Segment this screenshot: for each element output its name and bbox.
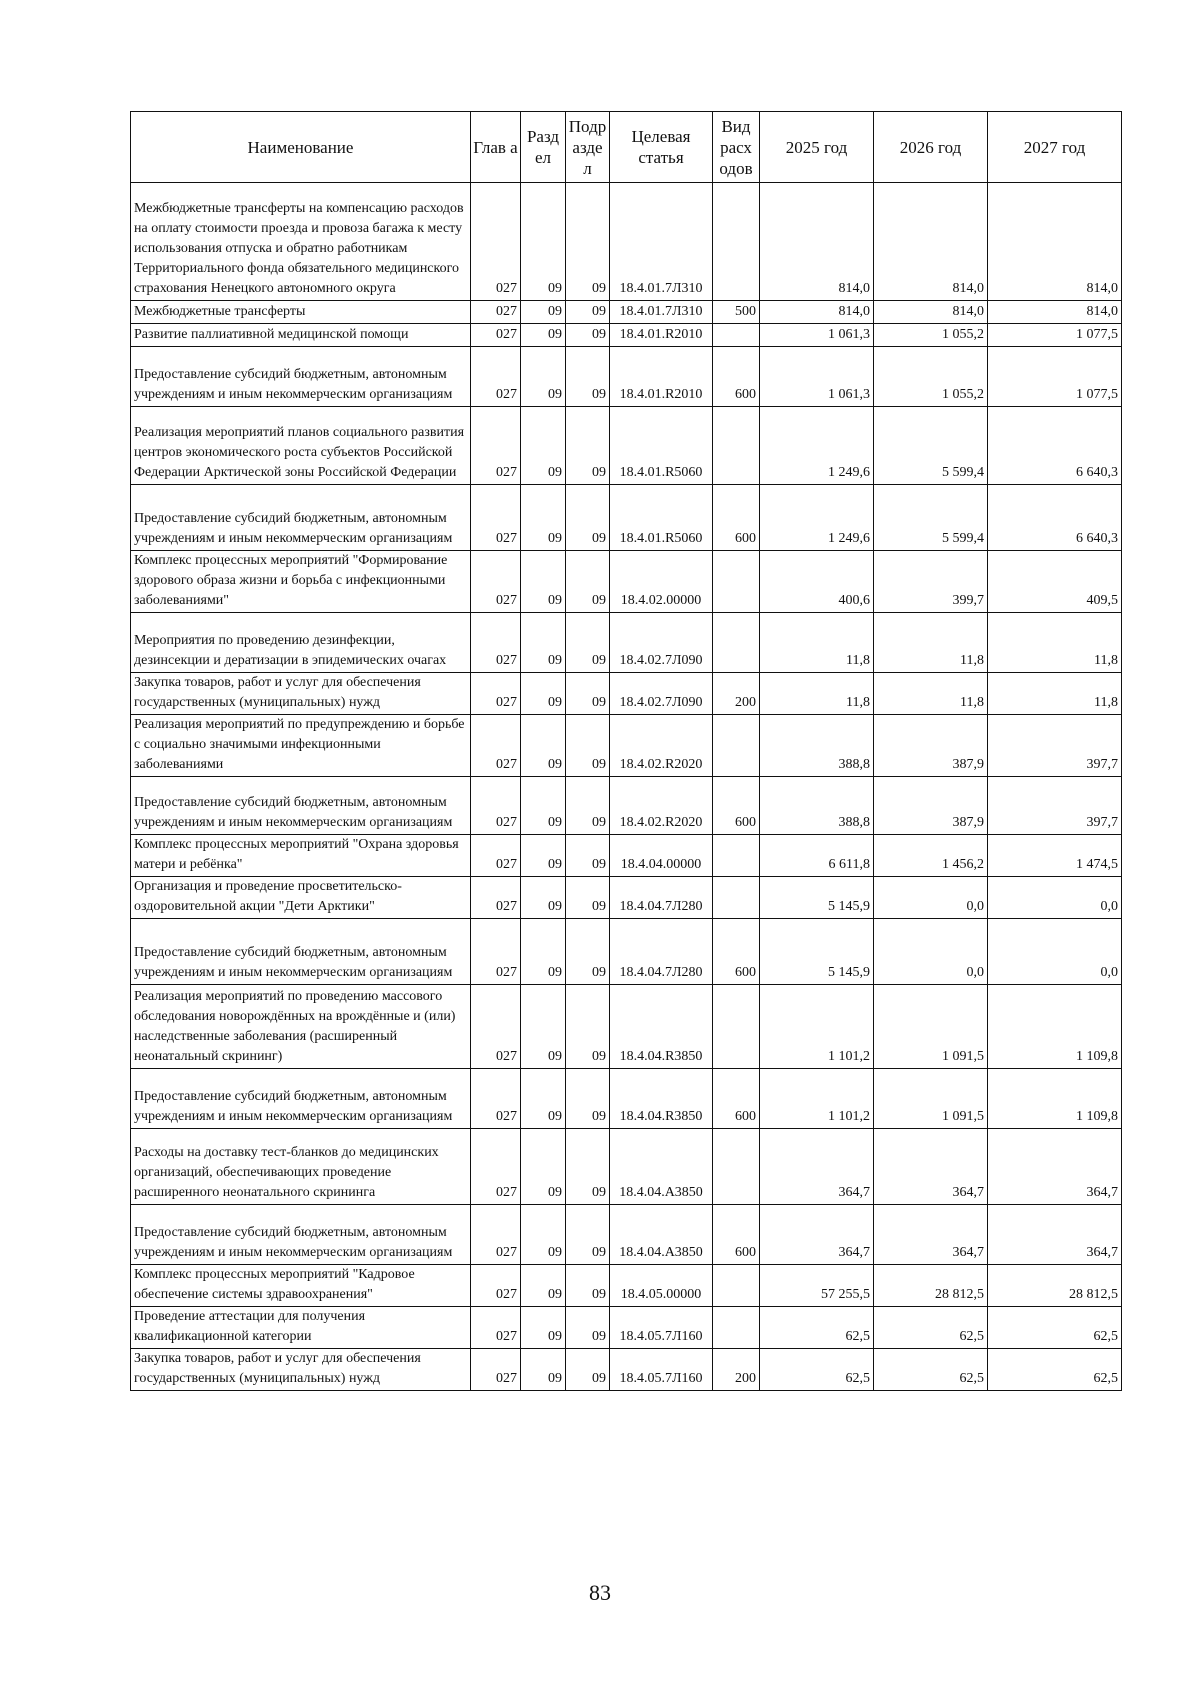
cell-name: Закупка товаров, работ и услуг для обеспечения государственных (муниципальных) нужд (131, 1349, 471, 1391)
cell-2027: 0,0 (988, 919, 1122, 985)
cell-expense-type (713, 715, 760, 777)
cell-name: Предоставление субсидий бюджетным, автономным учреждениям и иным некоммерческим организациям (131, 1205, 471, 1265)
cell-subsection: 09 (566, 1129, 610, 1205)
table-row (131, 1307, 1122, 1349)
cell-expense-type (713, 1129, 760, 1205)
cell-2027: 28 812,5 (988, 1265, 1122, 1307)
cell-2025: 364,7 (760, 1129, 874, 1205)
cell-name: Предоставление субсидий бюджетным, автономным учреждениям и иным некоммерческим организациям (131, 777, 471, 835)
cell-expense-type: 200 (713, 673, 760, 715)
cell-2026: 5 599,4 (874, 407, 988, 485)
table-row (131, 715, 1122, 777)
cell-2026: 814,0 (874, 301, 988, 324)
cell-section: 09 (521, 1349, 566, 1391)
cell-2026: 0,0 (874, 919, 988, 985)
cell-expense-type (713, 183, 760, 301)
cell-2025: 6 611,8 (760, 835, 874, 877)
cell-target: 18.4.01.R2010 (610, 324, 713, 347)
table-row (131, 301, 1122, 324)
cell-subsection: 09 (566, 1205, 610, 1265)
cell-2027: 1 109,8 (988, 985, 1122, 1069)
header-year-2025: 2025 год (760, 112, 874, 183)
cell-section: 09 (521, 1069, 566, 1129)
cell-2025: 1 061,3 (760, 347, 874, 407)
cell-2027: 0,0 (988, 877, 1122, 919)
cell-expense-type (713, 877, 760, 919)
cell-section: 09 (521, 673, 566, 715)
cell-2025: 62,5 (760, 1349, 874, 1391)
cell-chapter: 027 (471, 613, 521, 673)
cell-chapter: 027 (471, 1129, 521, 1205)
cell-section: 09 (521, 1307, 566, 1349)
cell-target: 18.4.01.R5060 (610, 407, 713, 485)
cell-2027: 814,0 (988, 183, 1122, 301)
cell-name: Организация и проведение просветительско-оздоровительной акции "Дети Арктики" (131, 877, 471, 919)
cell-name: Реализация мероприятий по предупреждению и борьбе с социально значимыми инфекционными заболеваниями (131, 715, 471, 777)
table-row (131, 1069, 1122, 1129)
cell-chapter: 027 (471, 777, 521, 835)
cell-chapter: 027 (471, 1307, 521, 1349)
table-body (131, 183, 1122, 1391)
cell-subsection: 09 (566, 301, 610, 324)
cell-section: 09 (521, 613, 566, 673)
cell-section: 09 (521, 407, 566, 485)
cell-section: 09 (521, 1205, 566, 1265)
cell-2027: 6 640,3 (988, 407, 1122, 485)
cell-2025: 388,8 (760, 777, 874, 835)
cell-subsection: 09 (566, 835, 610, 877)
cell-chapter: 027 (471, 347, 521, 407)
table-row (131, 183, 1122, 301)
cell-name: Предоставление субсидий бюджетным, автономным учреждениям и иным некоммерческим организациям (131, 347, 471, 407)
cell-2025: 814,0 (760, 301, 874, 324)
table-row (131, 551, 1122, 613)
cell-2025: 1 061,3 (760, 324, 874, 347)
cell-target: 18.4.04.А3850 (610, 1129, 713, 1205)
cell-2025: 1 249,6 (760, 407, 874, 485)
cell-2027: 6 640,3 (988, 485, 1122, 551)
cell-expense-type: 600 (713, 1205, 760, 1265)
cell-chapter: 027 (471, 551, 521, 613)
table-row (131, 1129, 1122, 1205)
cell-target: 18.4.01.R2010 (610, 347, 713, 407)
cell-section: 09 (521, 835, 566, 877)
cell-chapter: 027 (471, 1265, 521, 1307)
cell-name: Предоставление субсидий бюджетным, автономным учреждениям и иным некоммерческим организациям (131, 485, 471, 551)
cell-2026: 364,7 (874, 1129, 988, 1205)
cell-2027: 364,7 (988, 1129, 1122, 1205)
cell-2027: 62,5 (988, 1349, 1122, 1391)
cell-chapter: 027 (471, 301, 521, 324)
cell-section: 09 (521, 183, 566, 301)
cell-target: 18.4.01.7Л310 (610, 183, 713, 301)
cell-chapter: 027 (471, 673, 521, 715)
cell-target: 18.4.04.А3850 (610, 1205, 713, 1265)
cell-chapter: 027 (471, 1069, 521, 1129)
cell-subsection: 09 (566, 919, 610, 985)
cell-expense-type (713, 613, 760, 673)
cell-2027: 11,8 (988, 673, 1122, 715)
cell-section: 09 (521, 1265, 566, 1307)
cell-target: 18.4.02.7Л090 (610, 673, 713, 715)
cell-target: 18.4.04.7Л280 (610, 919, 713, 985)
cell-target: 18.4.02.00000 (610, 551, 713, 613)
cell-2026: 387,9 (874, 715, 988, 777)
cell-section: 09 (521, 301, 566, 324)
header-target: Целевая статья (610, 112, 713, 183)
cell-2026: 0,0 (874, 877, 988, 919)
cell-chapter: 027 (471, 485, 521, 551)
cell-name: Межбюджетные трансферты на компенсацию расходов на оплату стоимости проезда и провоза багажа к месту использования отпуска и обратно работникам Территориального фонда обязательного медицинского страхования Ненецкого автономного округа (131, 183, 471, 301)
cell-2027: 814,0 (988, 301, 1122, 324)
cell-section: 09 (521, 1129, 566, 1205)
cell-2025: 400,6 (760, 551, 874, 613)
table-row (131, 347, 1122, 407)
cell-2027: 397,7 (988, 777, 1122, 835)
cell-subsection: 09 (566, 183, 610, 301)
cell-2026: 11,8 (874, 673, 988, 715)
cell-2025: 388,8 (760, 715, 874, 777)
cell-name: Предоставление субсидий бюджетным, автономным учреждениям и иным некоммерческим организациям (131, 919, 471, 985)
cell-subsection: 09 (566, 715, 610, 777)
cell-section: 09 (521, 877, 566, 919)
cell-subsection: 09 (566, 613, 610, 673)
cell-2027: 1 077,5 (988, 347, 1122, 407)
cell-name: Закупка товаров, работ и услуг для обеспечения государственных (муниципальных) нужд (131, 673, 471, 715)
cell-chapter: 027 (471, 715, 521, 777)
cell-name: Межбюджетные трансферты (131, 301, 471, 324)
cell-target: 18.4.04.R3850 (610, 985, 713, 1069)
cell-2025: 5 145,9 (760, 919, 874, 985)
cell-subsection: 09 (566, 1069, 610, 1129)
cell-2026: 28 812,5 (874, 1265, 988, 1307)
cell-chapter: 027 (471, 324, 521, 347)
cell-2027: 62,5 (988, 1307, 1122, 1349)
cell-chapter: 027 (471, 835, 521, 877)
table-row (131, 1349, 1122, 1391)
cell-target: 18.4.02.R2020 (610, 715, 713, 777)
cell-section: 09 (521, 551, 566, 613)
cell-2026: 814,0 (874, 183, 988, 301)
cell-name: Комплекс процессных мероприятий "Кадровое обеспечение системы здравоохранения" (131, 1265, 471, 1307)
cell-subsection: 09 (566, 777, 610, 835)
cell-2025: 1 249,6 (760, 485, 874, 551)
cell-2025: 5 145,9 (760, 877, 874, 919)
cell-target: 18.4.04.R3850 (610, 1069, 713, 1129)
cell-subsection: 09 (566, 673, 610, 715)
cell-2025: 1 101,2 (760, 1069, 874, 1129)
cell-subsection: 09 (566, 324, 610, 347)
table-row (131, 407, 1122, 485)
header-chapter: Глав а (471, 112, 521, 183)
cell-2025: 1 101,2 (760, 985, 874, 1069)
cell-2026: 387,9 (874, 777, 988, 835)
cell-2027: 11,8 (988, 613, 1122, 673)
cell-section: 09 (521, 715, 566, 777)
cell-section: 09 (521, 347, 566, 407)
cell-subsection: 09 (566, 1349, 610, 1391)
cell-2027: 397,7 (988, 715, 1122, 777)
header-section: Разд ел (521, 112, 566, 183)
cell-expense-type: 600 (713, 919, 760, 985)
cell-2027: 1 109,8 (988, 1069, 1122, 1129)
cell-name: Комплекс процессных мероприятий "Формирование здорового образа жизни и борьба с инфекционными заболеваниями" (131, 551, 471, 613)
cell-name: Мероприятия по проведению дезинфекции, дезинсекции и дератизации в эпидемических очагах (131, 613, 471, 673)
cell-expense-type: 600 (713, 777, 760, 835)
cell-expense-type (713, 985, 760, 1069)
cell-2026: 364,7 (874, 1205, 988, 1265)
cell-expense-type (713, 1307, 760, 1349)
cell-2026: 1 055,2 (874, 347, 988, 407)
table-row (131, 485, 1122, 551)
cell-subsection: 09 (566, 485, 610, 551)
cell-chapter: 027 (471, 985, 521, 1069)
cell-name: Комплекс процессных мероприятий "Охрана здоровья матери и ребёнка" (131, 835, 471, 877)
cell-2025: 57 255,5 (760, 1265, 874, 1307)
cell-target: 18.4.05.7Л160 (610, 1307, 713, 1349)
header-name: Наименование (131, 112, 471, 183)
budget-table (130, 111, 1122, 1391)
cell-2025: 814,0 (760, 183, 874, 301)
cell-section: 09 (521, 985, 566, 1069)
cell-target: 18.4.05.00000 (610, 1265, 713, 1307)
cell-expense-type (713, 1265, 760, 1307)
cell-2025: 11,8 (760, 613, 874, 673)
cell-subsection: 09 (566, 551, 610, 613)
table-header-row (131, 112, 1122, 183)
cell-subsection: 09 (566, 985, 610, 1069)
cell-expense-type (713, 407, 760, 485)
table-row (131, 1265, 1122, 1307)
cell-subsection: 09 (566, 407, 610, 485)
cell-target: 18.4.02.R2020 (610, 777, 713, 835)
cell-chapter: 027 (471, 877, 521, 919)
cell-2026: 62,5 (874, 1307, 988, 1349)
cell-name: Реализация мероприятий планов социального развития центров экономического роста субъектов Российской Федерации Арктической зоны Российской Федерации (131, 407, 471, 485)
cell-chapter: 027 (471, 1205, 521, 1265)
table-row (131, 777, 1122, 835)
cell-name: Развитие паллиативной медицинской помощи (131, 324, 471, 347)
cell-2025: 62,5 (760, 1307, 874, 1349)
cell-2026: 399,7 (874, 551, 988, 613)
cell-2026: 11,8 (874, 613, 988, 673)
cell-2027: 1 474,5 (988, 835, 1122, 877)
cell-2026: 1 055,2 (874, 324, 988, 347)
cell-2026: 1 456,2 (874, 835, 988, 877)
cell-subsection: 09 (566, 1307, 610, 1349)
cell-name: Реализация мероприятий по проведению массового обследования новорождённых на врождённые и (или) наследственные заболевания (расширенный неонатальный скрининг) (131, 985, 471, 1069)
header-year-2027: 2027 год (988, 112, 1122, 183)
cell-target: 18.4.04.7Л280 (610, 877, 713, 919)
table-row (131, 613, 1122, 673)
cell-target: 18.4.04.00000 (610, 835, 713, 877)
cell-2027: 409,5 (988, 551, 1122, 613)
cell-chapter: 027 (471, 407, 521, 485)
cell-expense-type: 600 (713, 347, 760, 407)
cell-2026: 62,5 (874, 1349, 988, 1391)
page-number: 83 (589, 1580, 611, 1605)
cell-2026: 1 091,5 (874, 985, 988, 1069)
cell-expense-type (713, 324, 760, 347)
cell-2025: 364,7 (760, 1205, 874, 1265)
header-subsection: Подр азде л (566, 112, 610, 183)
cell-subsection: 09 (566, 347, 610, 407)
table-row (131, 877, 1122, 919)
table-row (131, 324, 1122, 347)
cell-expense-type: 600 (713, 1069, 760, 1129)
cell-target: 18.4.02.7Л090 (610, 613, 713, 673)
cell-section: 09 (521, 919, 566, 985)
cell-chapter: 027 (471, 183, 521, 301)
table-row (131, 985, 1122, 1069)
table-row (131, 835, 1122, 877)
cell-expense-type: 500 (713, 301, 760, 324)
cell-2027: 364,7 (988, 1205, 1122, 1265)
cell-section: 09 (521, 777, 566, 835)
cell-name: Расходы на доставку тест-бланков до медицинских организаций, обеспечивающих проведение расширенного неонатального скрининга (131, 1129, 471, 1205)
cell-section: 09 (521, 485, 566, 551)
cell-target: 18.4.05.7Л160 (610, 1349, 713, 1391)
table-row (131, 919, 1122, 985)
cell-2025: 11,8 (760, 673, 874, 715)
cell-chapter: 027 (471, 919, 521, 985)
table-row (131, 1205, 1122, 1265)
header-year-2026: 2026 год (874, 112, 988, 183)
cell-2027: 1 077,5 (988, 324, 1122, 347)
cell-section: 09 (521, 324, 566, 347)
cell-subsection: 09 (566, 877, 610, 919)
cell-name: Проведение аттестации для получения квалификационной категории (131, 1307, 471, 1349)
cell-2026: 1 091,5 (874, 1069, 988, 1129)
table-row (131, 673, 1122, 715)
cell-expense-type (713, 835, 760, 877)
cell-chapter: 027 (471, 1349, 521, 1391)
cell-expense-type: 200 (713, 1349, 760, 1391)
cell-target: 18.4.01.R5060 (610, 485, 713, 551)
cell-subsection: 09 (566, 1265, 610, 1307)
cell-target: 18.4.01.7Л310 (610, 301, 713, 324)
cell-name: Предоставление субсидий бюджетным, автономным учреждениям и иным некоммерческим организациям (131, 1069, 471, 1129)
header-expense-type: Вид расх одов (713, 112, 760, 183)
cell-expense-type (713, 551, 760, 613)
cell-2026: 5 599,4 (874, 485, 988, 551)
cell-expense-type: 600 (713, 485, 760, 551)
